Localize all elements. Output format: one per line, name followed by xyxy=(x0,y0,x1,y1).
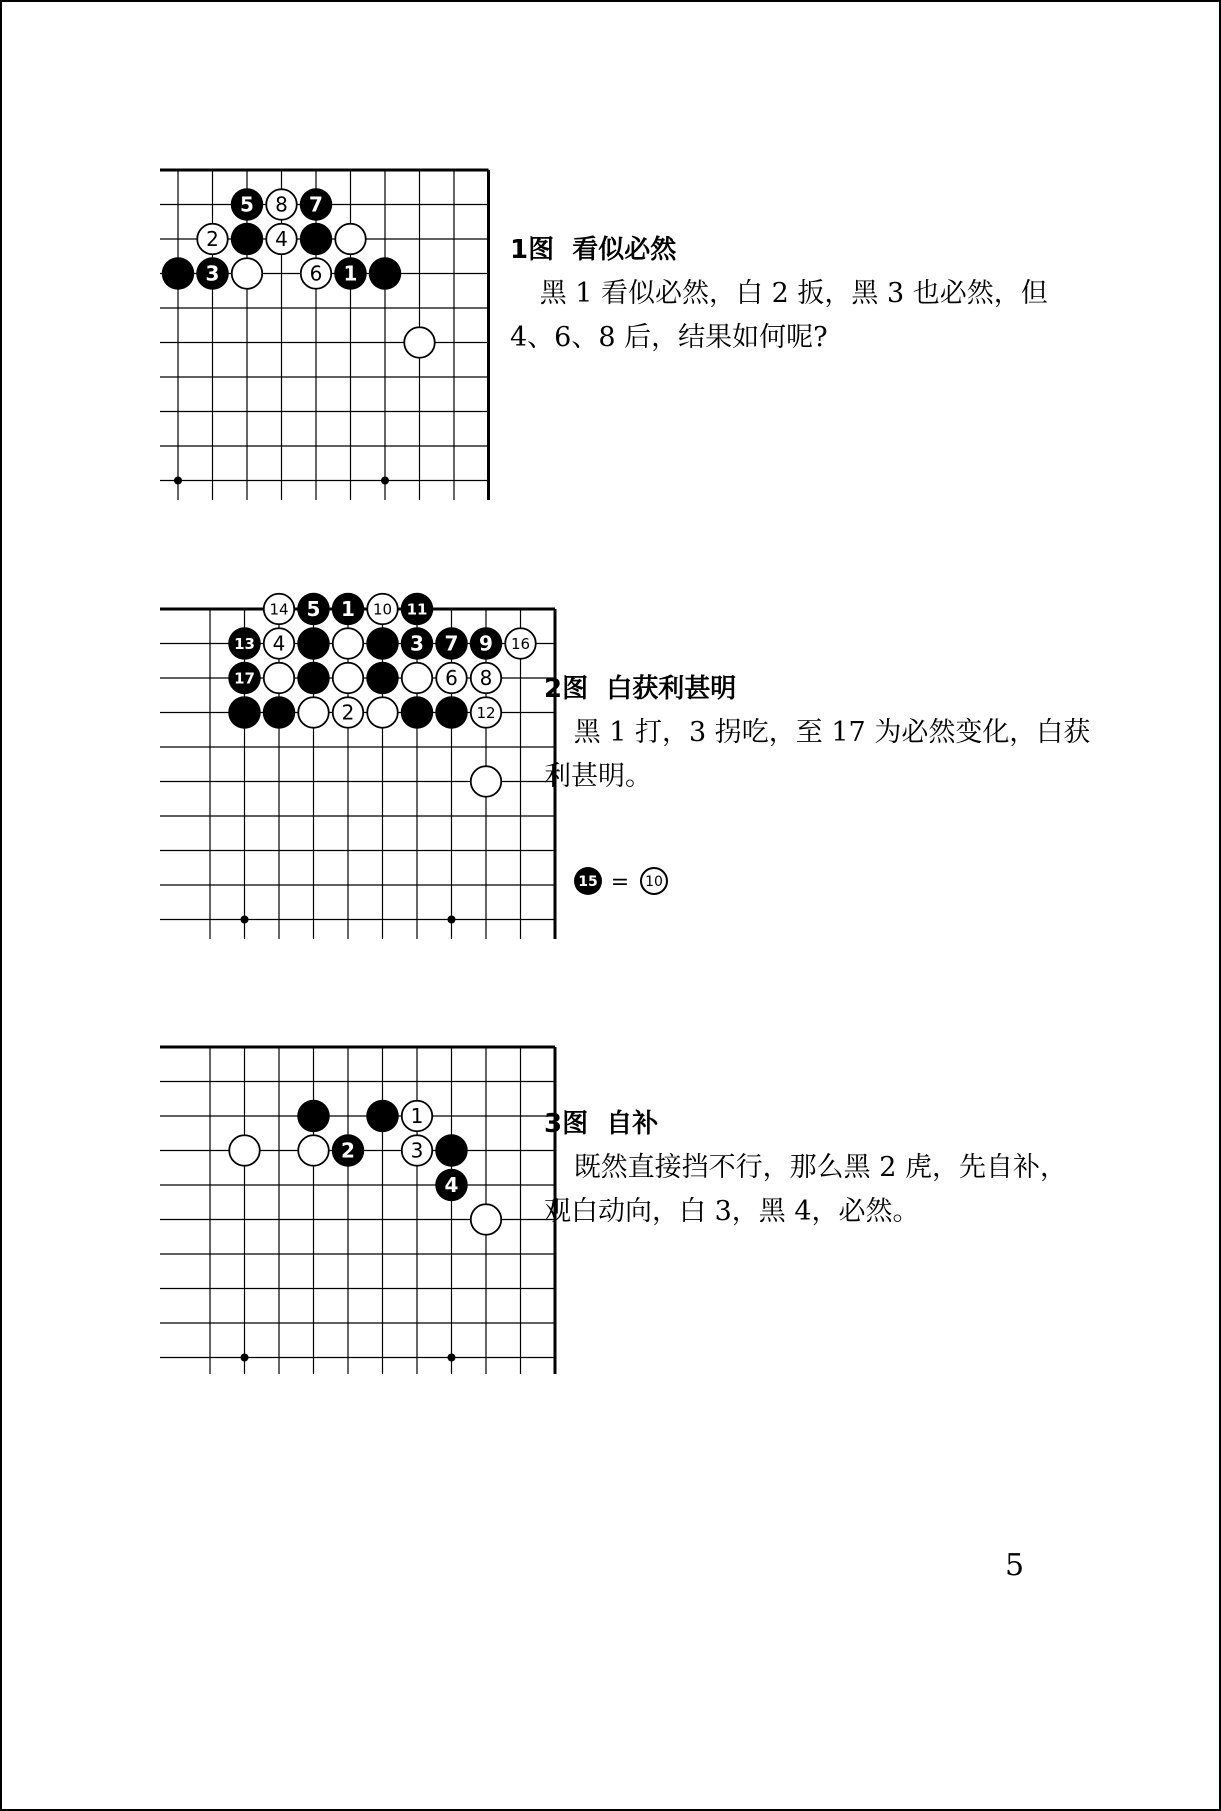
note-stone-number: 15 xyxy=(578,874,598,890)
white-stone xyxy=(264,594,295,625)
white-stone xyxy=(436,663,467,694)
white-stone xyxy=(264,628,295,659)
stone-move-number: 8 xyxy=(275,192,288,217)
figure-1-caption xyxy=(510,228,1090,360)
stone-move-number: 9 xyxy=(479,631,493,656)
black-stone xyxy=(228,662,261,695)
white-stone xyxy=(404,327,435,358)
white-stone xyxy=(471,1204,502,1235)
stone-move-number: 2 xyxy=(341,1138,355,1163)
figure-2-title: 2图 白获利甚明 xyxy=(544,674,737,704)
star-point xyxy=(448,916,456,924)
stone-move-number: 7 xyxy=(444,631,459,656)
stone-move-number: 13 xyxy=(234,634,255,653)
black-stone xyxy=(435,627,468,660)
black-stone xyxy=(228,696,261,729)
black-stone xyxy=(162,257,195,290)
black-stone xyxy=(435,1169,468,1202)
stone-move-number: 16 xyxy=(510,634,531,653)
white-stone xyxy=(367,697,398,728)
stone-move-number: 5 xyxy=(240,192,254,217)
black-stone xyxy=(401,627,434,660)
white-stone xyxy=(333,697,364,728)
stone-move-number: 2 xyxy=(341,700,355,725)
white-stone xyxy=(471,697,502,728)
black-stone xyxy=(231,223,264,256)
figure-3-title: 3图 自补 xyxy=(544,1109,659,1139)
black-stone xyxy=(231,188,264,221)
stone-move-number: 6 xyxy=(445,666,458,691)
go-board-svg-2 xyxy=(160,594,531,939)
star-point xyxy=(241,1354,249,1362)
stone-move-number: 1 xyxy=(410,1104,424,1129)
stone-move-number: 2 xyxy=(206,227,219,252)
stone-move-number: 6 xyxy=(309,261,323,286)
black-stone xyxy=(300,223,333,256)
note-ref-number: 10 xyxy=(645,874,663,890)
white-stone xyxy=(402,1101,433,1132)
star-point xyxy=(448,1354,456,1362)
white-stone xyxy=(301,258,332,289)
black-stone xyxy=(369,257,402,290)
star-point xyxy=(381,477,389,485)
white-stone xyxy=(471,663,502,694)
figure-2-note xyxy=(572,864,692,905)
stone-move-number: 11 xyxy=(406,600,428,619)
black-stone xyxy=(263,696,296,729)
white-stone xyxy=(471,766,502,797)
go-board-svg-1 xyxy=(160,165,494,500)
stone-move-number: 3 xyxy=(410,631,424,656)
white-stone xyxy=(402,663,433,694)
white-stone xyxy=(266,224,297,255)
go-diagram-2 xyxy=(160,594,531,939)
figure-1-body: 黑 1 看似必然，白 2 扳，黑 3 也必然，但 4、6、8 后，结果如何呢? xyxy=(510,278,1048,353)
figure-1-title: 1图 看似必然 xyxy=(510,235,677,265)
black-stone xyxy=(300,188,333,221)
go-diagram-3 xyxy=(160,1042,524,1374)
note-svg xyxy=(572,864,692,898)
board-grid xyxy=(160,170,489,500)
figure-2-caption xyxy=(544,667,1094,799)
stone-move-number: 4 xyxy=(275,227,288,252)
white-stone xyxy=(402,1135,433,1166)
black-stone xyxy=(332,1134,365,1167)
black-stone xyxy=(401,593,434,626)
stone-move-number: 5 xyxy=(306,597,321,622)
black-stone xyxy=(401,696,434,729)
white-stone xyxy=(367,594,398,625)
stone-move-number: 1 xyxy=(343,261,358,286)
star-point xyxy=(241,916,249,924)
white-stone xyxy=(333,628,364,659)
stone-move-number: 8 xyxy=(479,666,493,691)
page-number: 5 xyxy=(1005,1548,1025,1583)
black-stone xyxy=(366,1100,399,1133)
black-stone xyxy=(435,1134,468,1167)
black-stone xyxy=(297,662,330,695)
white-stone xyxy=(335,224,366,255)
black-stone xyxy=(366,627,399,660)
white-stone xyxy=(298,697,329,728)
white-stone xyxy=(266,189,297,220)
figure-3-body: 既然直接挡不行，那么黑 2 虎，先自补，观白动向，白 3，黑 4，必然。 xyxy=(544,1152,1068,1227)
black-stone xyxy=(366,662,399,695)
stone-move-number: 12 xyxy=(476,703,496,722)
stone-move-number: 17 xyxy=(234,669,255,688)
black-stone xyxy=(228,627,261,660)
star-point xyxy=(174,477,182,485)
white-stone xyxy=(197,224,228,255)
black-stone xyxy=(297,1100,330,1133)
stone-move-number: 14 xyxy=(269,600,289,619)
stone-move-number: 4 xyxy=(272,631,286,656)
white-stone xyxy=(333,663,364,694)
note-equals: = xyxy=(610,870,630,895)
stone-move-number: 1 xyxy=(341,597,355,622)
white-stone xyxy=(229,1135,260,1166)
figure-2-body: 黑 1 打，3 拐吃，至 17 为必然变化，白获利甚明。 xyxy=(544,717,1091,792)
figure-3-caption xyxy=(544,1102,1074,1234)
white-stone xyxy=(264,663,295,694)
white-stone xyxy=(298,1135,329,1166)
black-stone xyxy=(334,257,367,290)
stone-move-number: 10 xyxy=(372,600,393,619)
black-stone xyxy=(332,593,365,626)
go-diagram-1 xyxy=(160,165,494,500)
black-stone xyxy=(435,696,468,729)
go-board-svg-3 xyxy=(160,1042,524,1374)
white-stone xyxy=(505,628,536,659)
stone-move-number: 7 xyxy=(309,192,323,217)
black-stone xyxy=(297,627,330,660)
stone-move-number: 3 xyxy=(410,1138,424,1163)
stone-move-number: 3 xyxy=(205,261,220,286)
black-stone xyxy=(196,257,229,290)
white-stone xyxy=(232,258,263,289)
black-stone xyxy=(297,593,330,626)
black-stone xyxy=(470,627,503,660)
stone-move-number: 4 xyxy=(444,1173,459,1198)
